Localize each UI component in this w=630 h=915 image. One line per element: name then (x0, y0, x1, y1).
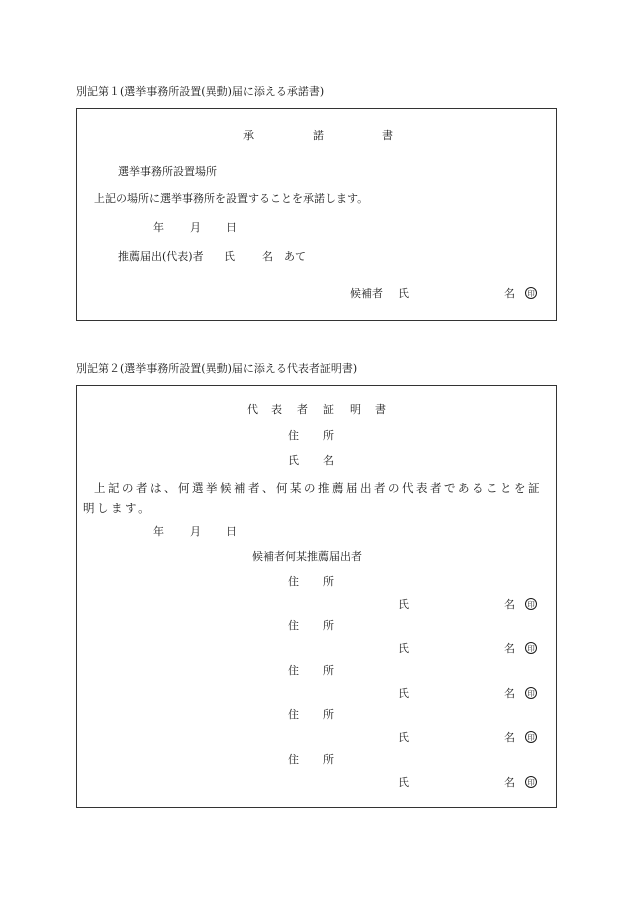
seal-mark: 印 (525, 287, 537, 299)
seal-mark: 印 (525, 642, 537, 654)
nominator-name-mei: 名 (504, 642, 515, 655)
nominator-address-sho: 所 (323, 753, 334, 766)
form2-box (76, 385, 557, 808)
nominator-name-shi: 氏 (398, 687, 409, 700)
nominator-name-mei: 名 (504, 598, 515, 611)
date-day: 日 (226, 525, 237, 538)
nominator-address-ju: 住 (288, 708, 299, 721)
date-year: 年 (153, 525, 164, 538)
address-ju: 住 (288, 429, 299, 442)
name-shi: 氏 (288, 454, 299, 467)
nominators-label: 候補者何某推薦届出者 (252, 550, 362, 563)
nominator-name-shi: 氏 (398, 776, 409, 789)
nominator-address-ju: 住 (288, 753, 299, 766)
candidate-label: 候補者 (350, 287, 383, 300)
nominator-address-sho: 所 (323, 708, 334, 721)
date-month: 月 (190, 221, 201, 234)
certify-text: 上記の者は、何選挙候補者、何某の推薦届出者の代表者であることを証明します。 (83, 481, 542, 515)
candidate-mei: 名 (504, 287, 515, 300)
form1-title-char: 書 (382, 129, 393, 142)
date-month: 月 (190, 525, 201, 538)
seal-mark: 印 (525, 776, 537, 788)
addressee-mei: 名 (262, 250, 273, 263)
name-mei: 名 (323, 454, 334, 467)
date-day: 日 (226, 221, 237, 234)
nominator-name-mei: 名 (504, 687, 515, 700)
form2-title-char: 証 (323, 403, 334, 416)
nominator-address-sho: 所 (323, 619, 334, 632)
form2-title-char: 書 (375, 403, 386, 416)
nominator-name-shi: 氏 (398, 598, 409, 611)
addressee-prefix: 推薦届出(代表)者 (118, 250, 204, 263)
nominator-name-mei: 名 (504, 731, 515, 744)
form2-title-char: 明 (350, 403, 361, 416)
nominator-name-shi: 氏 (398, 642, 409, 655)
place-label: 選挙事務所設置場所 (118, 165, 217, 178)
addressee-shi: 氏 (224, 250, 235, 263)
nominator-address-sho: 所 (323, 575, 334, 588)
seal-mark: 印 (525, 731, 537, 743)
addressee-suffix: あて (284, 250, 306, 263)
form1-title-char: 承 (243, 129, 254, 142)
address-sho: 所 (323, 429, 334, 442)
seal-mark: 印 (525, 598, 537, 610)
nominator-name-shi: 氏 (398, 731, 409, 744)
date-year: 年 (153, 221, 164, 234)
nominator-address-sho: 所 (323, 664, 334, 677)
form2-title-char: 表 (271, 403, 282, 416)
form2-caption: 別記第２(選挙事務所設置(異動)届に添える代表者証明書) (76, 362, 358, 375)
form1-caption: 別記第１(選挙事務所設置(異動)届に添える承諾書) (76, 85, 325, 98)
nominator-name-mei: 名 (504, 776, 515, 789)
nominator-address-ju: 住 (288, 664, 299, 677)
form1-title-char: 諾 (313, 129, 324, 142)
consent-text: 上記の場所に選挙事務所を設置することを承諾します。 (94, 192, 369, 205)
seal-mark: 印 (525, 687, 537, 699)
nominator-address-ju: 住 (288, 619, 299, 632)
form2-title-char: 者 (297, 403, 308, 416)
nominator-address-ju: 住 (288, 575, 299, 588)
candidate-shi: 氏 (398, 287, 409, 300)
form2-title-char: 代 (247, 403, 258, 416)
